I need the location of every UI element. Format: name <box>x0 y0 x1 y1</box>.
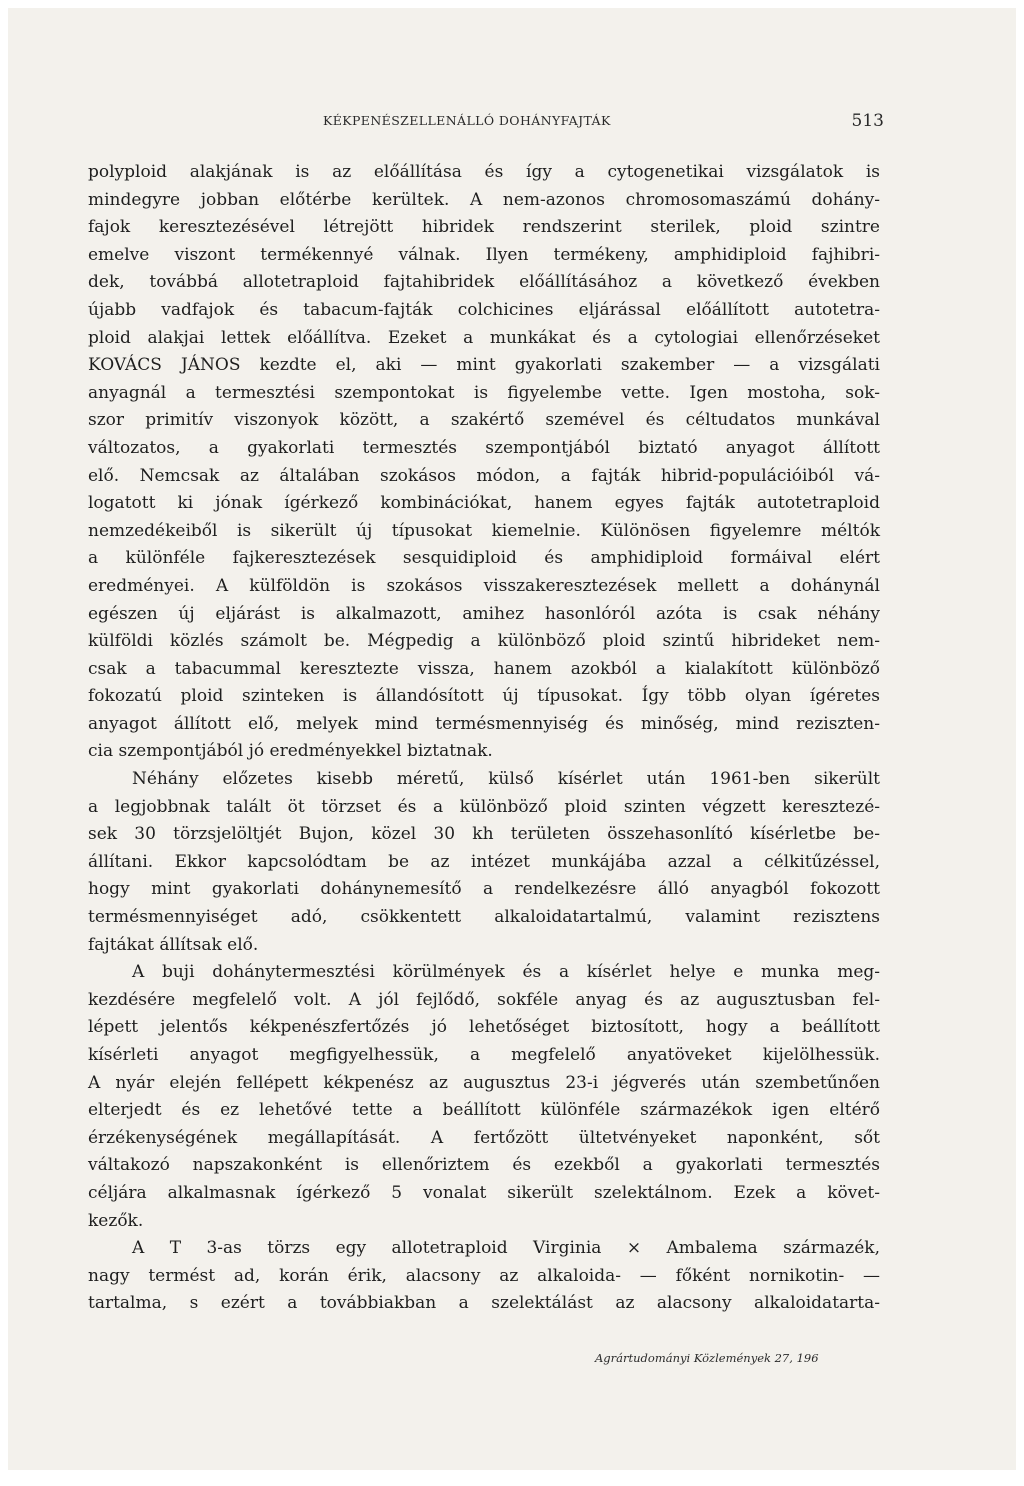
text-line: nagy termést ad, korán érik, alacsony az alkaloida- — főként nornikotin- — <box>88 1265 880 1286</box>
text-line: fokozatú ploid szinteken is állandósított új típusokat. Így több olyan ígéretes <box>88 686 880 707</box>
text-line: polyploid alakjának is az előállítása és így a cytogenetikai vizsgálatok is <box>88 162 880 182</box>
document-page <box>8 8 1016 1470</box>
text-line: elő. Nemcsak az általában szokásos módon, a fajták hibrid-populációiból vá- <box>88 465 880 486</box>
running-title: KÉKPENÉSZELLENÁLLÓ DOHÁNYFAJTÁK <box>323 113 611 128</box>
text-line: emelve viszont termékennyé válnak. Ilyen termékeny, amphidiploid fajhibri- <box>88 244 880 265</box>
text-line: hogy mint gyakorlati dohánynemesítő a rendelkezésre álló anyagból fokozott <box>88 879 880 900</box>
body-text <box>88 159 880 1318</box>
text-line: nemzedékeiből is sikerült új típusokat kiemelnie. Különösen figyelemre méltók <box>88 520 880 541</box>
text-line: külföldi közlés számolt be. Mégpedig a különböző ploid szintű hibrideket nem- <box>88 631 880 652</box>
text-line: fajok keresztezésével létrejött hibridek rendszerint sterilek, ploid szintre <box>88 217 880 238</box>
text-line: céljára alkalmasnak ígérkező 5 vonalat sikerült szelektálnom. Ezek a követ- <box>88 1182 880 1203</box>
text-line: anyagot állított elő, melyek mind termésmennyiség és minőség, mind reziszten- <box>88 713 880 734</box>
text-line: logatott ki jónak ígérkező kombinációkat, hanem egyes fajták autotetraploid <box>88 493 880 514</box>
text-line: KOVÁCS JÁNOS kezdte el, aki — mint gyakorlati szakember — a vizsgálati <box>88 355 880 376</box>
text-line: A T 3-as törzs egy allotetraploid Virginia × Ambalema származék, <box>132 1238 880 1259</box>
text-line: ploid alakjai lettek előállítva. Ezeket a munkákat és a cytologiai ellenőrzéseket <box>88 327 880 348</box>
text-line: lépett jelentős kékpenészfertőzés jó lehetőséget biztosított, hogy a beállított <box>88 1017 880 1038</box>
text-line: csak a tabacummal keresztezte vissza, hanem azokból a kialakított különböző <box>88 658 880 679</box>
text-line: A buji dohánytermesztési körülmények és a kísérlet helye e munka meg- <box>132 962 880 983</box>
page-header <box>88 111 884 133</box>
text-line: állítani. Ekkor kapcsolódtam be az intézet munkájába azzal a célkitűzéssel, <box>88 851 880 872</box>
text-line: fajtákat állítsak elő. <box>88 934 259 955</box>
text-line: termésmennyiséget adó, csökkentett alkaloidatartalmú, valamint rezisztens <box>88 907 880 928</box>
text-line: egészen új eljárást is alkalmazott, amihez hasonlóról azóta is csak néhány <box>88 603 880 624</box>
text-line: szor primitív viszonyok között, a szakértő szemével és céltudatos munkával <box>88 410 880 431</box>
text-line: A nyár elején fellépett kékpenész az augusztus 23-i jégverés után szembetűnően <box>88 1072 880 1093</box>
text-line: újabb vadfajok és tabacum-fajták colchicines eljárással előállított autotetra- <box>88 299 880 320</box>
text-line: kezők. <box>88 1210 144 1231</box>
text-line: dek, továbbá allotetraploid fajtahibridek előállításához a következő években <box>88 272 880 293</box>
page-number: 513 <box>851 111 884 131</box>
text-line: a különféle fajkeresztezések sesquidiploid és amphidiploid formáival elért <box>88 548 880 569</box>
text-line: váltakozó napszakonként is ellenőriztem és ezekből a gyakorlati termesztés <box>88 1155 880 1176</box>
text-line: érzékenységének megállapítását. A fertőzött ültetvényeket naponként, sőt <box>88 1127 880 1148</box>
text-line: kísérleti anyagot megfigyelhessük, a megfelelő anyatöveket kijelölhessük. <box>88 1045 880 1065</box>
text-line: változatos, a gyakorlati termesztés szempontjából biztató anyagot állított <box>88 437 880 458</box>
text-line: anyagnál a termesztési szempontokat is figyelembe vette. Igen mostoha, sok- <box>88 382 880 403</box>
text-line: eredményei. A külföldön is szokásos visszakeresztezések mellett a dohánynál <box>88 575 880 596</box>
text-line: tartalma, s ezért a továbbiakban a szelektálást az alacsony alkaloidatarta- <box>88 1293 880 1314</box>
text-line: kezdésére megfelelő volt. A jól fejlődő, sokféle anyag és az augusztusban fel- <box>88 989 880 1010</box>
text-line: elterjedt és ez lehetővé tette a beállított különféle származékok igen eltérő <box>88 1100 880 1121</box>
text-line: Néhány előzetes kisebb méretű, külső kísérlet után 1961-ben sikerült <box>132 769 880 790</box>
text-line: sek 30 törzsjelöltjét Bujon, közel 30 kh területen összehasonlító kísérletbe be- <box>88 824 880 845</box>
text-line: a legjobbnak talált öt törzset és a különböző ploid szinten végzett keresztezé- <box>88 796 880 817</box>
footer-citation: Agrártudományi Közlemények 27, 196 <box>595 1351 819 1365</box>
text-line: cia szempontjából jó eredményekkel biztatnak. <box>88 741 493 762</box>
text-line: mindegyre jobban előtérbe kerültek. A nem-azonos chromosomaszámú dohány- <box>88 189 880 210</box>
